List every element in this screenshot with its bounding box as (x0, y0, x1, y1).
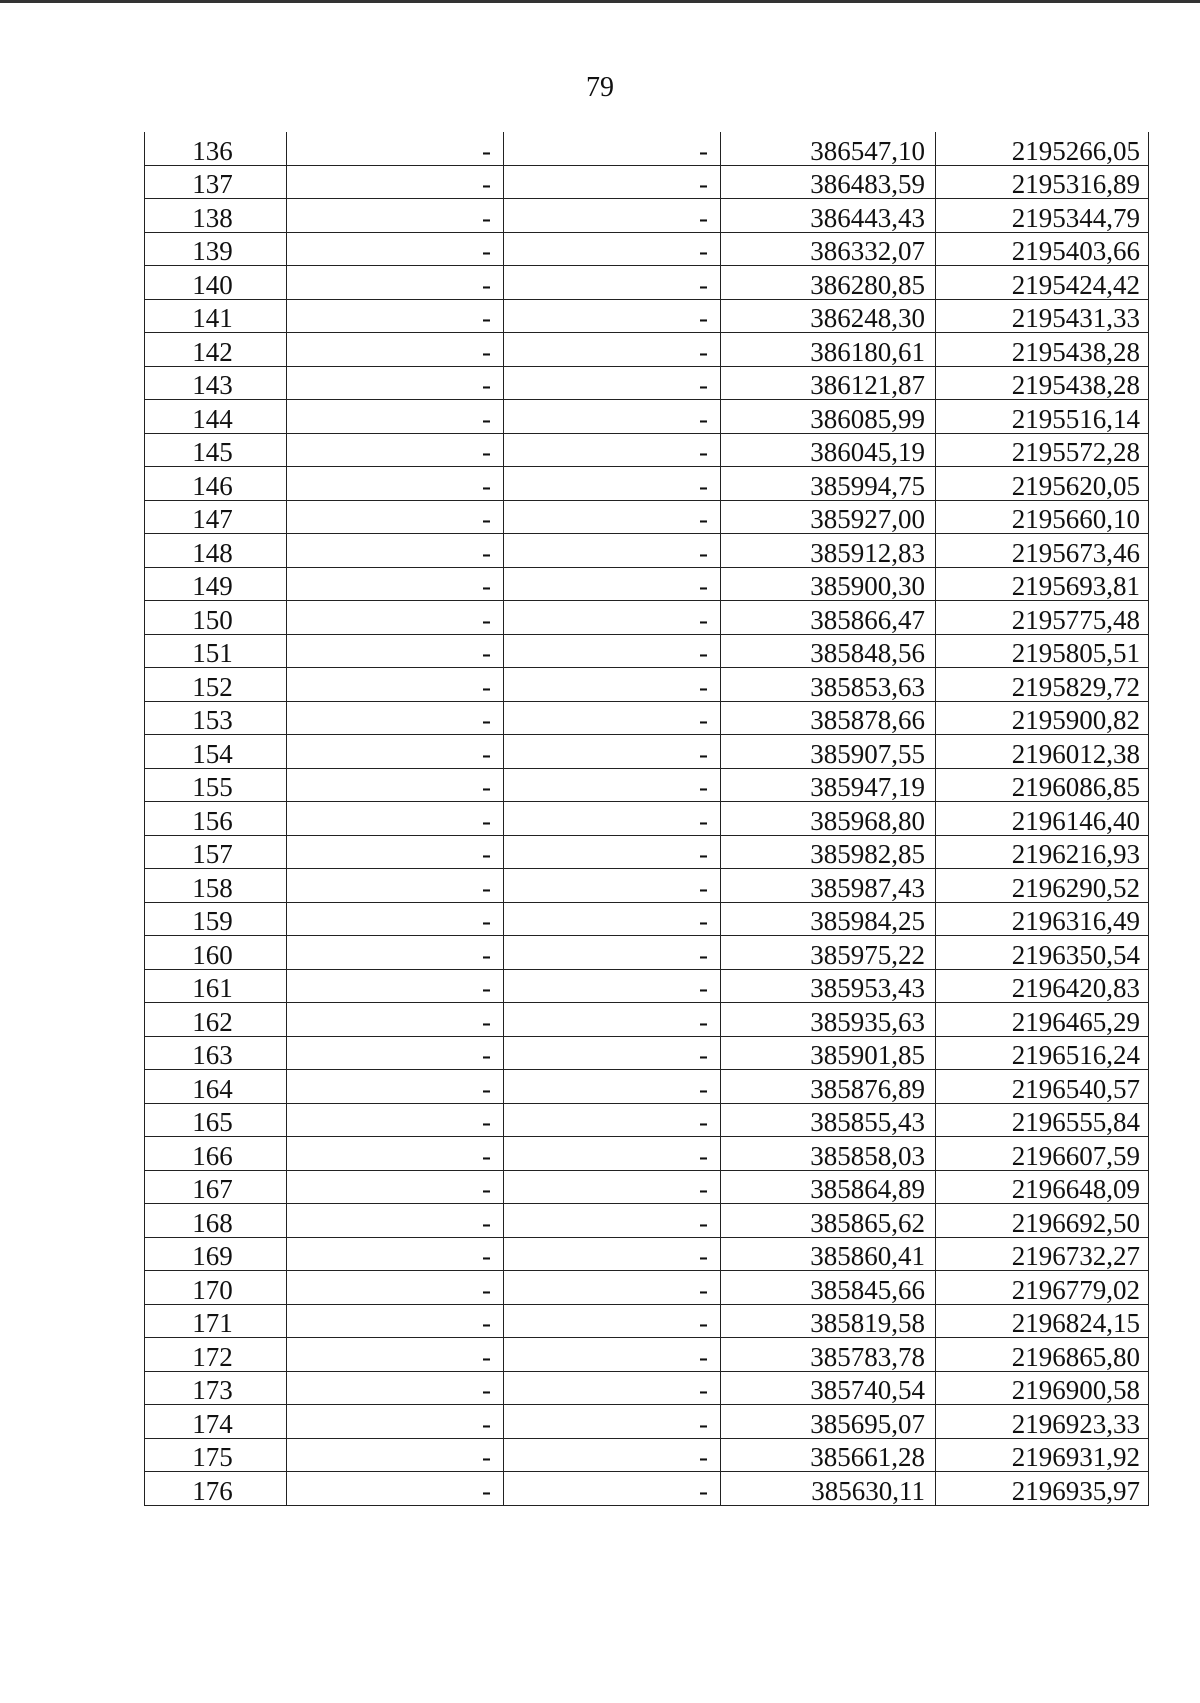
table-row (145, 1204, 1149, 1238)
point-number-cell: 176 (145, 1472, 287, 1506)
table-row (145, 366, 1149, 400)
table-row (145, 768, 1149, 802)
table-row (145, 634, 1149, 668)
x-coordinate-cell: 386483,59 (721, 165, 936, 199)
dash-cell-a: - (287, 567, 504, 601)
dash-cell-a: - (287, 936, 504, 970)
table-row (145, 433, 1149, 467)
y-coordinate-cell: 2195660,10 (936, 500, 1149, 534)
x-coordinate-cell: 385968,80 (721, 802, 936, 836)
dash-cell-b: - (504, 1304, 721, 1338)
point-number-cell: 139 (145, 232, 287, 266)
x-coordinate-cell: 385864,89 (721, 1170, 936, 1204)
x-coordinate-cell: 385860,41 (721, 1237, 936, 1271)
dash-cell-a: - (287, 333, 504, 367)
dash-cell-a: - (287, 1036, 504, 1070)
y-coordinate-cell: 2196012,38 (936, 735, 1149, 769)
x-coordinate-cell: 385819,58 (721, 1304, 936, 1338)
point-number-cell: 152 (145, 668, 287, 702)
point-number-cell: 166 (145, 1137, 287, 1171)
dash-cell-a: - (287, 735, 504, 769)
dash-cell-a: - (287, 400, 504, 434)
y-coordinate-cell: 2196923,33 (936, 1405, 1149, 1439)
y-coordinate-cell: 2196732,27 (936, 1237, 1149, 1271)
y-coordinate-cell: 2195438,28 (936, 333, 1149, 367)
x-coordinate-cell: 386547,10 (721, 132, 936, 165)
dash-cell-b: - (504, 768, 721, 802)
table-row (145, 132, 1149, 165)
point-number-cell: 137 (145, 165, 287, 199)
table-row (145, 1438, 1149, 1472)
dash-cell-a: - (287, 601, 504, 635)
dash-cell-b: - (504, 534, 721, 568)
x-coordinate-cell: 385695,07 (721, 1405, 936, 1439)
x-coordinate-cell: 385900,30 (721, 567, 936, 601)
dash-cell-b: - (504, 1070, 721, 1104)
table-row (145, 969, 1149, 1003)
y-coordinate-cell: 2195266,05 (936, 132, 1149, 165)
dash-cell-a: - (287, 1170, 504, 1204)
dash-cell-b: - (504, 668, 721, 702)
dash-cell-a: - (287, 1003, 504, 1037)
point-number-cell: 138 (145, 199, 287, 233)
y-coordinate-cell: 2195431,33 (936, 299, 1149, 333)
y-coordinate-cell: 2195620,05 (936, 467, 1149, 501)
dash-cell-b: - (504, 266, 721, 300)
x-coordinate-cell: 385953,43 (721, 969, 936, 1003)
dash-cell-a: - (287, 1237, 504, 1271)
x-coordinate-cell: 385740,54 (721, 1371, 936, 1405)
dash-cell-a: - (287, 232, 504, 266)
y-coordinate-cell: 2195805,51 (936, 634, 1149, 668)
point-number-cell: 171 (145, 1304, 287, 1338)
table-row (145, 601, 1149, 635)
table-row (145, 500, 1149, 534)
y-coordinate-cell: 2196692,50 (936, 1204, 1149, 1238)
dash-cell-a: - (287, 1405, 504, 1439)
dash-cell-a: - (287, 668, 504, 702)
x-coordinate-cell: 385845,66 (721, 1271, 936, 1305)
point-number-cell: 148 (145, 534, 287, 568)
y-coordinate-cell: 2196607,59 (936, 1137, 1149, 1171)
table-row (145, 1472, 1149, 1506)
y-coordinate-cell: 2195693,81 (936, 567, 1149, 601)
page-top-edge (0, 0, 1200, 3)
point-number-cell: 146 (145, 467, 287, 501)
dash-cell-b: - (504, 467, 721, 501)
x-coordinate-cell: 385865,62 (721, 1204, 936, 1238)
x-coordinate-cell: 385901,85 (721, 1036, 936, 1070)
table-row (145, 869, 1149, 903)
table-row (145, 835, 1149, 869)
point-number-cell: 140 (145, 266, 287, 300)
table-row (145, 802, 1149, 836)
dash-cell-a: - (287, 299, 504, 333)
dash-cell-a: - (287, 701, 504, 735)
y-coordinate-cell: 2196216,93 (936, 835, 1149, 869)
dash-cell-b: - (504, 400, 721, 434)
x-coordinate-cell: 385878,66 (721, 701, 936, 735)
dash-cell-a: - (287, 266, 504, 300)
table-row (145, 400, 1149, 434)
table-row (145, 467, 1149, 501)
table-row (145, 266, 1149, 300)
point-number-cell: 164 (145, 1070, 287, 1104)
dash-cell-a: - (287, 902, 504, 936)
x-coordinate-cell: 386248,30 (721, 299, 936, 333)
point-number-cell: 142 (145, 333, 287, 367)
coordinates-table (144, 132, 1149, 1506)
table-row (145, 232, 1149, 266)
point-number-cell: 173 (145, 1371, 287, 1405)
x-coordinate-cell: 385935,63 (721, 1003, 936, 1037)
dash-cell-b: - (504, 333, 721, 367)
point-number-cell: 161 (145, 969, 287, 1003)
dash-cell-a: - (287, 165, 504, 199)
point-number-cell: 162 (145, 1003, 287, 1037)
dash-cell-b: - (504, 567, 721, 601)
y-coordinate-cell: 2196865,80 (936, 1338, 1149, 1372)
dash-cell-a: - (287, 802, 504, 836)
dash-cell-b: - (504, 132, 721, 165)
point-number-cell: 170 (145, 1271, 287, 1305)
dash-cell-a: - (287, 1204, 504, 1238)
point-number-cell: 154 (145, 735, 287, 769)
dash-cell-a: - (287, 199, 504, 233)
dash-cell-b: - (504, 165, 721, 199)
y-coordinate-cell: 2196555,84 (936, 1103, 1149, 1137)
dash-cell-a: - (287, 467, 504, 501)
point-number-cell: 155 (145, 768, 287, 802)
dash-cell-a: - (287, 634, 504, 668)
table-row (145, 199, 1149, 233)
table-row (145, 936, 1149, 970)
y-coordinate-cell: 2195516,14 (936, 400, 1149, 434)
point-number-cell: 144 (145, 400, 287, 434)
table-row (145, 1371, 1149, 1405)
y-coordinate-cell: 2195673,46 (936, 534, 1149, 568)
x-coordinate-cell: 385927,00 (721, 500, 936, 534)
table-row (145, 567, 1149, 601)
dash-cell-b: - (504, 802, 721, 836)
y-coordinate-cell: 2196516,24 (936, 1036, 1149, 1070)
y-coordinate-cell: 2195775,48 (936, 601, 1149, 635)
point-number-cell: 175 (145, 1438, 287, 1472)
dash-cell-b: - (504, 1271, 721, 1305)
point-number-cell: 157 (145, 835, 287, 869)
table-row (145, 1338, 1149, 1372)
dash-cell-b: - (504, 869, 721, 903)
x-coordinate-cell: 385866,47 (721, 601, 936, 635)
table-row (145, 333, 1149, 367)
x-coordinate-cell: 386121,87 (721, 366, 936, 400)
point-number-cell: 167 (145, 1170, 287, 1204)
y-coordinate-cell: 2196935,97 (936, 1472, 1149, 1506)
dash-cell-b: - (504, 1036, 721, 1070)
dash-cell-b: - (504, 1237, 721, 1271)
x-coordinate-cell: 386180,61 (721, 333, 936, 367)
dash-cell-a: - (287, 366, 504, 400)
dash-cell-b: - (504, 969, 721, 1003)
point-number-cell: 156 (145, 802, 287, 836)
x-coordinate-cell: 386443,43 (721, 199, 936, 233)
y-coordinate-cell: 2196316,49 (936, 902, 1149, 936)
dash-cell-b: - (504, 1338, 721, 1372)
dash-cell-b: - (504, 1137, 721, 1171)
dash-cell-a: - (287, 835, 504, 869)
table-row (145, 735, 1149, 769)
dash-cell-b: - (504, 735, 721, 769)
y-coordinate-cell: 2196648,09 (936, 1170, 1149, 1204)
table-row (145, 1170, 1149, 1204)
y-coordinate-cell: 2195403,66 (936, 232, 1149, 266)
point-number-cell: 147 (145, 500, 287, 534)
x-coordinate-cell: 385947,19 (721, 768, 936, 802)
x-coordinate-cell: 386280,85 (721, 266, 936, 300)
table-row (145, 1304, 1149, 1338)
dash-cell-b: - (504, 366, 721, 400)
table-row (145, 668, 1149, 702)
dash-cell-b: - (504, 433, 721, 467)
y-coordinate-cell: 2196146,40 (936, 802, 1149, 836)
point-number-cell: 158 (145, 869, 287, 903)
table-row (145, 1070, 1149, 1104)
x-coordinate-cell: 385876,89 (721, 1070, 936, 1104)
y-coordinate-cell: 2196350,54 (936, 936, 1149, 970)
y-coordinate-cell: 2196824,15 (936, 1304, 1149, 1338)
point-number-cell: 174 (145, 1405, 287, 1439)
x-coordinate-cell: 385855,43 (721, 1103, 936, 1137)
dash-cell-a: - (287, 1137, 504, 1171)
dash-cell-b: - (504, 1405, 721, 1439)
x-coordinate-cell: 386085,99 (721, 400, 936, 434)
dash-cell-b: - (504, 500, 721, 534)
y-coordinate-cell: 2196779,02 (936, 1271, 1149, 1305)
y-coordinate-cell: 2196540,57 (936, 1070, 1149, 1104)
x-coordinate-cell: 385858,03 (721, 1137, 936, 1171)
y-coordinate-cell: 2195438,28 (936, 366, 1149, 400)
point-number-cell: 172 (145, 1338, 287, 1372)
x-coordinate-cell: 385630,11 (721, 1472, 936, 1506)
dash-cell-a: - (287, 1103, 504, 1137)
table-row (145, 534, 1149, 568)
point-number-cell: 149 (145, 567, 287, 601)
x-coordinate-cell: 385907,55 (721, 735, 936, 769)
dash-cell-a: - (287, 1371, 504, 1405)
y-coordinate-cell: 2196931,92 (936, 1438, 1149, 1472)
y-coordinate-cell: 2195829,72 (936, 668, 1149, 702)
dash-cell-a: - (287, 1472, 504, 1506)
table-row (145, 1405, 1149, 1439)
x-coordinate-cell: 385987,43 (721, 869, 936, 903)
dash-cell-a: - (287, 1070, 504, 1104)
point-number-cell: 150 (145, 601, 287, 635)
dash-cell-a: - (287, 969, 504, 1003)
dash-cell-a: - (287, 1304, 504, 1338)
dash-cell-b: - (504, 299, 721, 333)
coordinates-table-body (145, 132, 1149, 1505)
point-number-cell: 165 (145, 1103, 287, 1137)
dash-cell-b: - (504, 232, 721, 266)
dash-cell-b: - (504, 634, 721, 668)
dash-cell-b: - (504, 1003, 721, 1037)
table-row (145, 701, 1149, 735)
x-coordinate-cell: 386332,07 (721, 232, 936, 266)
x-coordinate-cell: 385975,22 (721, 936, 936, 970)
y-coordinate-cell: 2196420,83 (936, 969, 1149, 1003)
x-coordinate-cell: 385994,75 (721, 467, 936, 501)
x-coordinate-cell: 385984,25 (721, 902, 936, 936)
x-coordinate-cell: 385912,83 (721, 534, 936, 568)
x-coordinate-cell: 386045,19 (721, 433, 936, 467)
dash-cell-b: - (504, 1103, 721, 1137)
x-coordinate-cell: 385661,28 (721, 1438, 936, 1472)
dash-cell-b: - (504, 199, 721, 233)
dash-cell-b: - (504, 835, 721, 869)
table-row (145, 1003, 1149, 1037)
point-number-cell: 143 (145, 366, 287, 400)
dash-cell-a: - (287, 1338, 504, 1372)
table-row (145, 165, 1149, 199)
y-coordinate-cell: 2195424,42 (936, 266, 1149, 300)
y-coordinate-cell: 2195344,79 (936, 199, 1149, 233)
point-number-cell: 159 (145, 902, 287, 936)
y-coordinate-cell: 2195316,89 (936, 165, 1149, 199)
y-coordinate-cell: 2196900,58 (936, 1371, 1149, 1405)
x-coordinate-cell: 385982,85 (721, 835, 936, 869)
y-coordinate-cell: 2196465,29 (936, 1003, 1149, 1037)
y-coordinate-cell: 2195900,82 (936, 701, 1149, 735)
dash-cell-a: - (287, 433, 504, 467)
point-number-cell: 168 (145, 1204, 287, 1238)
dash-cell-b: - (504, 1371, 721, 1405)
dash-cell-a: - (287, 1438, 504, 1472)
dash-cell-b: - (504, 1170, 721, 1204)
point-number-cell: 163 (145, 1036, 287, 1070)
x-coordinate-cell: 385783,78 (721, 1338, 936, 1372)
point-number-cell: 153 (145, 701, 287, 735)
table-row (145, 902, 1149, 936)
x-coordinate-cell: 385853,63 (721, 668, 936, 702)
point-number-cell: 141 (145, 299, 287, 333)
dash-cell-b: - (504, 1472, 721, 1506)
dash-cell-b: - (504, 1204, 721, 1238)
table-row (145, 1137, 1149, 1171)
table-row (145, 299, 1149, 333)
table-row (145, 1271, 1149, 1305)
dash-cell-a: - (287, 534, 504, 568)
point-number-cell: 136 (145, 132, 287, 165)
dash-cell-a: - (287, 869, 504, 903)
dash-cell-a: - (287, 1271, 504, 1305)
dash-cell-b: - (504, 902, 721, 936)
dash-cell-b: - (504, 601, 721, 635)
dash-cell-a: - (287, 768, 504, 802)
point-number-cell: 151 (145, 634, 287, 668)
y-coordinate-cell: 2195572,28 (936, 433, 1149, 467)
table-row (145, 1036, 1149, 1070)
dash-cell-b: - (504, 1438, 721, 1472)
dash-cell-a: - (287, 132, 504, 165)
y-coordinate-cell: 2196086,85 (936, 768, 1149, 802)
y-coordinate-cell: 2196290,52 (936, 869, 1149, 903)
table-row (145, 1237, 1149, 1271)
point-number-cell: 145 (145, 433, 287, 467)
point-number-cell: 160 (145, 936, 287, 970)
dash-cell-a: - (287, 500, 504, 534)
point-number-cell: 169 (145, 1237, 287, 1271)
table-row (145, 1103, 1149, 1137)
dash-cell-b: - (504, 936, 721, 970)
page-number: 79 (586, 72, 614, 103)
x-coordinate-cell: 385848,56 (721, 634, 936, 668)
dash-cell-b: - (504, 701, 721, 735)
